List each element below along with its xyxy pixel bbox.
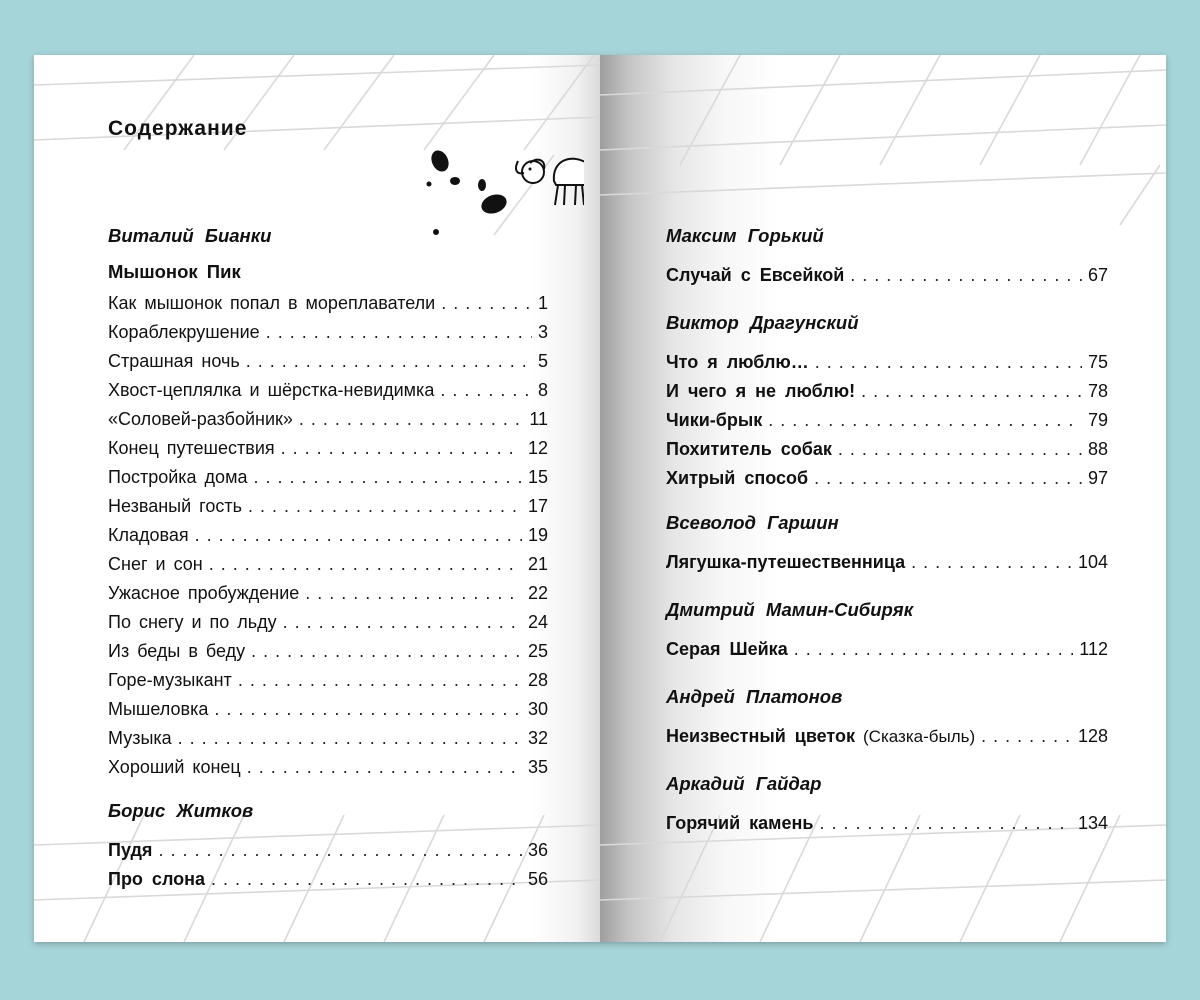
entry-title: Как мышонок попал в мореплаватели bbox=[108, 293, 436, 313]
toc-entry[interactable] bbox=[108, 405, 548, 434]
entry-page: 36 bbox=[527, 840, 548, 860]
entry-page: 11 bbox=[529, 409, 548, 429]
toc-entry[interactable] bbox=[108, 550, 548, 579]
entry-title: Горячий камень bbox=[666, 813, 814, 833]
toc-entry[interactable] bbox=[108, 753, 548, 782]
entry-page: 25 bbox=[527, 641, 548, 661]
entry-page: 128 bbox=[1077, 726, 1108, 746]
toc-entry[interactable] bbox=[666, 435, 1108, 464]
entry-page: 12 bbox=[527, 438, 548, 458]
entry-page: 104 bbox=[1077, 552, 1108, 572]
author-bianki: Виталий Бианки bbox=[108, 225, 272, 246]
entry-title: Ужасное пробуждение bbox=[108, 583, 300, 603]
leader-dots bbox=[251, 637, 522, 666]
leader-dots bbox=[911, 548, 1072, 577]
leader-dots bbox=[981, 722, 1072, 751]
entry-title: Снег и сон bbox=[108, 554, 203, 574]
entry-page: 56 bbox=[527, 869, 548, 889]
leader-dots bbox=[266, 318, 532, 347]
entry-title: Хитрый способ bbox=[666, 468, 809, 488]
entry-title: Кладовая bbox=[108, 525, 189, 545]
leader-dots bbox=[211, 865, 522, 894]
entry-title: Кораблекрушение bbox=[108, 322, 260, 342]
entry-title: Страшная ночь bbox=[108, 351, 240, 371]
toc-entry[interactable] bbox=[666, 722, 1108, 751]
leader-dots bbox=[838, 435, 1082, 464]
entry-page: 78 bbox=[1087, 381, 1108, 401]
leader-dots bbox=[209, 550, 522, 579]
entry-page: 19 bbox=[527, 525, 548, 545]
toc-entry[interactable] bbox=[108, 695, 548, 724]
entry-title: Пудя bbox=[108, 840, 153, 860]
book-title-mouse-pik: Мышонок Пик bbox=[108, 261, 241, 282]
entry-page: 22 bbox=[527, 583, 548, 603]
book-spread bbox=[34, 55, 1166, 942]
entry-page: 30 bbox=[527, 699, 548, 719]
toc-entry[interactable] bbox=[108, 865, 548, 894]
author-dragunsky: Виктор Драгунский bbox=[666, 312, 859, 333]
leader-dots bbox=[794, 635, 1074, 664]
toc-entry[interactable] bbox=[666, 406, 1108, 435]
toc-entry[interactable] bbox=[108, 836, 548, 865]
entry-page: 67 bbox=[1087, 265, 1108, 285]
leader-dots bbox=[246, 347, 532, 376]
leader-dots bbox=[281, 434, 522, 463]
contents-heading: Содержание bbox=[108, 117, 248, 140]
toc-entry[interactable] bbox=[108, 318, 548, 347]
toc-zhitkov-section bbox=[108, 800, 548, 894]
entry-page: 75 bbox=[1087, 352, 1108, 372]
entry-page: 5 bbox=[537, 351, 548, 371]
toc-entry[interactable] bbox=[108, 289, 548, 318]
author-garshin: Всеволод Гаршин bbox=[666, 512, 839, 533]
entry-page: 24 bbox=[527, 612, 548, 632]
leader-dots bbox=[768, 406, 1082, 435]
entry-title: Хороший конец bbox=[108, 757, 241, 777]
entry-page: 21 bbox=[527, 554, 548, 574]
leader-dots bbox=[814, 464, 1082, 493]
elephant-ink-illustration bbox=[424, 139, 584, 239]
entry-page: 32 bbox=[527, 728, 548, 748]
entry-title: «Соловей-разбойник» bbox=[108, 409, 293, 429]
entry-title: И чего я не люблю! bbox=[666, 381, 856, 401]
entry-title: Чики-брык bbox=[666, 410, 763, 430]
left-page bbox=[34, 55, 600, 942]
leader-dots bbox=[195, 521, 522, 550]
toc-entry[interactable] bbox=[666, 635, 1108, 664]
leader-dots bbox=[238, 666, 522, 695]
entry-page: 79 bbox=[1087, 410, 1108, 430]
entry-title: Похититель собак bbox=[666, 439, 832, 459]
entry-title: Горе-музыкант bbox=[108, 670, 232, 690]
entry-title: Серая Шейка bbox=[666, 639, 788, 659]
entry-page: 8 bbox=[537, 380, 548, 400]
author-mamin-sibiryak: Дмитрий Мамин-Сибиряк bbox=[666, 599, 914, 620]
leader-dots bbox=[214, 695, 522, 724]
entry-page: 35 bbox=[527, 757, 548, 777]
toc-entry[interactable] bbox=[108, 434, 548, 463]
entry-title: Хвост-цеплялка и шёрстка-невидимка bbox=[108, 380, 435, 400]
author-gaidar: Аркадий Гайдар bbox=[666, 773, 822, 794]
toc-entry[interactable] bbox=[108, 579, 548, 608]
entry-page: 97 bbox=[1087, 468, 1108, 488]
leader-dots bbox=[819, 809, 1072, 838]
entry-page: 88 bbox=[1087, 439, 1108, 459]
toc-right-column bbox=[666, 225, 1108, 838]
leader-dots bbox=[815, 348, 1082, 377]
leader-dots bbox=[158, 836, 522, 865]
leader-dots bbox=[283, 608, 522, 637]
leader-dots bbox=[253, 463, 522, 492]
toc-entry[interactable] bbox=[108, 521, 548, 550]
entry-note: (Сказка-быль) bbox=[863, 727, 976, 746]
toc-entry[interactable] bbox=[108, 608, 548, 637]
right-page bbox=[600, 55, 1166, 942]
leader-dots bbox=[861, 377, 1082, 406]
entry-title: Мышеловка bbox=[108, 699, 209, 719]
toc-entry[interactable] bbox=[666, 548, 1108, 577]
leader-dots bbox=[441, 289, 532, 318]
entry-page: 112 bbox=[1079, 639, 1108, 659]
toc-entry[interactable] bbox=[666, 261, 1108, 290]
leader-dots bbox=[247, 753, 522, 782]
entry-title: Лягушка-путешественница bbox=[666, 552, 906, 572]
toc-entry[interactable] bbox=[666, 348, 1108, 377]
entry-page: 15 bbox=[527, 467, 548, 487]
toc-bianki-section bbox=[108, 225, 548, 782]
author-zhitkov: Борис Житков bbox=[108, 800, 254, 821]
toc-entry[interactable] bbox=[666, 809, 1108, 838]
entry-page: 134 bbox=[1077, 813, 1108, 833]
toc-entry[interactable] bbox=[108, 724, 548, 753]
toc-entry[interactable] bbox=[108, 492, 548, 521]
entry-title: Постройка дома bbox=[108, 467, 248, 487]
entry-title: Музыка bbox=[108, 728, 172, 748]
leader-dots bbox=[850, 261, 1082, 290]
toc-entry[interactable] bbox=[108, 666, 548, 695]
entry-title: Неизвестный цветок bbox=[666, 726, 856, 746]
entry-title: Из беды в беду bbox=[108, 641, 246, 661]
entry-title: Что я люблю… bbox=[666, 352, 809, 372]
entry-page: 3 bbox=[537, 322, 548, 342]
toc-entry[interactable] bbox=[666, 464, 1108, 493]
toc-entry[interactable] bbox=[108, 463, 548, 492]
entry-page: 28 bbox=[527, 670, 548, 690]
leader-dots bbox=[248, 492, 522, 521]
entry-title: Конец путешествия bbox=[108, 438, 275, 458]
entry-title: Про слона bbox=[108, 869, 206, 889]
entry-page: 17 bbox=[527, 496, 548, 516]
entry-title: По снегу и по льду bbox=[108, 612, 277, 632]
toc-entry[interactable] bbox=[108, 376, 548, 405]
entry-title: Случай с Евсейкой bbox=[666, 265, 845, 285]
author-platonov: Андрей Платонов bbox=[666, 686, 843, 707]
leader-dots bbox=[305, 579, 522, 608]
entry-title: Незваный гость bbox=[108, 496, 242, 516]
toc-entry[interactable] bbox=[108, 347, 548, 376]
author-gorky: Максим Горький bbox=[666, 225, 824, 246]
leader-dots bbox=[299, 405, 523, 434]
leader-dots bbox=[440, 376, 532, 405]
leader-dots bbox=[178, 724, 522, 753]
entry-page: 1 bbox=[537, 293, 548, 313]
toc-entry[interactable] bbox=[666, 377, 1108, 406]
toc-entry[interactable] bbox=[108, 637, 548, 666]
